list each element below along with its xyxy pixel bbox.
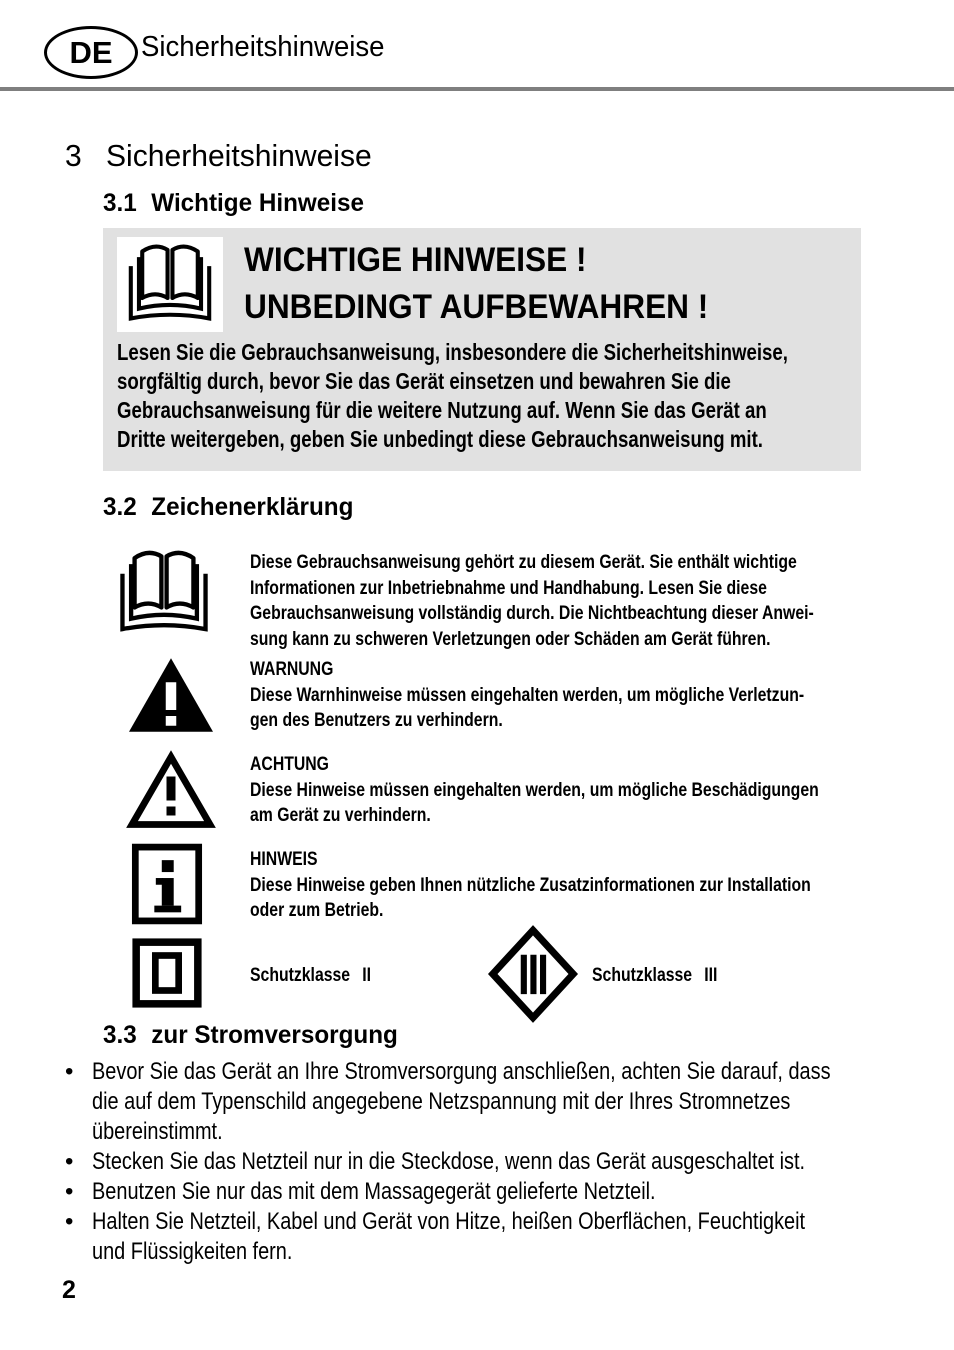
legend-warnung-text: [250, 657, 804, 734]
list-item: [65, 1177, 925, 1207]
warning-triangle-filled-icon: [126, 653, 216, 737]
label-value: II: [362, 964, 372, 986]
list-item-line: und Flüssigkeiten fern.: [92, 1238, 293, 1265]
bullet-marker: •: [65, 1148, 74, 1175]
legend-text-line: sung kann zu schweren Verletzungen oder Schäden am Gerät führen.: [250, 627, 771, 650]
protection-class-3-label: [592, 963, 717, 989]
legend-text-line: gen des Benutzers zu verhindern.: [250, 709, 503, 731]
label-text: Schutzklasse: [592, 964, 693, 986]
list-item: [65, 1147, 925, 1177]
section-title: Sicherheitshinweise: [105, 138, 372, 173]
section-heading: [65, 138, 372, 174]
list-item: [65, 1207, 925, 1267]
list-item-text: [92, 1207, 805, 1267]
header-divider: [0, 87, 954, 91]
open-book-icon: [112, 546, 216, 636]
protection-class-2-label: [250, 963, 371, 989]
subsection-number: 3.3: [103, 1021, 137, 1049]
notice-title-line: UNBEDINGT AUFBEWAHREN !: [244, 288, 709, 326]
legend-achtung-label: ACHTUNG: [250, 753, 329, 775]
list-item-text: [92, 1057, 831, 1147]
list-item-text: [92, 1177, 656, 1207]
notice-box-icon-panel: [117, 237, 223, 332]
warning-triangle-outline-icon: [126, 748, 216, 832]
notice-box-title: [244, 237, 708, 331]
bullet-marker: •: [65, 1178, 74, 1205]
legend-text-line: oder zum Betrieb.: [250, 899, 384, 921]
bullet-marker: •: [65, 1208, 74, 1235]
subsection-3-1-heading: [103, 189, 364, 218]
subsection-3-2-heading: [103, 493, 353, 522]
subsection-title: Wichtige Hinweise: [151, 189, 364, 217]
language-badge: [44, 26, 138, 79]
legend-text-line: am Gerät zu verhindern.: [250, 804, 431, 826]
legend-text-line: Diese Hinweise geben Ihnen nützliche Zusatzinformationen zur Installation: [250, 873, 811, 896]
open-book-icon: [121, 240, 219, 330]
subsection-number: 3.2: [103, 493, 137, 521]
legend-warnung-label: WARNUNG: [250, 658, 334, 680]
section-number: 3: [65, 138, 82, 173]
list-item: [65, 1057, 925, 1147]
protection-class-3-icon: [487, 925, 579, 1023]
notice-box-body: [117, 338, 788, 454]
info-square-icon: [131, 843, 203, 925]
legend-manual-text: [250, 550, 814, 652]
list-item-line: die auf dem Typenschild angegebene Netzspannung mit der Ihres Stromnetzes: [92, 1088, 791, 1115]
power-supply-bullet-list: [65, 1057, 925, 1267]
subsection-title: Zeichenerklärung: [151, 493, 354, 521]
bullet-marker: •: [65, 1058, 74, 1085]
list-item-line: Benutzen Sie nur das mit dem Massagegerät gelieferte Netzteil.: [92, 1178, 656, 1205]
legend-hinweis-text: [250, 847, 811, 924]
legend-text-line: Diese Warnhinweise müssen eingehalten werden, um mögliche Verletzun-: [250, 683, 805, 706]
subsection-number: 3.1: [103, 189, 137, 217]
list-item-line: Bevor Sie das Gerät an Ihre Stromversorgung anschließen, achten Sie darauf, dass: [92, 1058, 831, 1085]
list-item-line: Stecken Sie das Netzteil nur in die Steckdose, wenn das Gerät ausgeschaltet ist.: [92, 1148, 806, 1175]
notice-body-line: sorgfältig durch, bevor Sie das Gerät einsetzen und bewahren Sie die: [117, 368, 731, 394]
legend-achtung-text: [250, 752, 819, 829]
language-badge-text: DE: [69, 34, 113, 70]
subsection-3-3-heading: [103, 1021, 398, 1050]
protection-class-2-icon: [131, 938, 203, 1008]
list-item-text: [92, 1147, 805, 1177]
list-item-line: Halten Sie Netzteil, Kabel und Gerät von Hitze, heißen Oberflächen, Feuchtigkeit: [92, 1208, 806, 1235]
notice-title-line: WICHTIGE HINWEISE !: [244, 241, 587, 279]
page-number: 2: [62, 1276, 76, 1304]
legend-text-line: Diese Gebrauchsanweisung gehört zu diesem Gerät. Sie enthält wichtige: [250, 551, 797, 573]
legend-text-line: Diese Hinweise müssen eingehalten werden, um mögliche Beschädigungen: [250, 778, 819, 801]
legend-hinweis-label: HINWEIS: [250, 848, 318, 870]
list-item-line: übereinstimmt.: [92, 1118, 223, 1145]
important-notice-box: [103, 228, 861, 471]
legend-text-line: Informationen zur Inbetriebnahme und Handhabung. Lesen Sie diese: [250, 576, 767, 599]
legend-text-line: Gebrauchsanweisung vollständig durch. Die Nichtbeachtung dieser Anwei-: [250, 602, 814, 624]
notice-body-line: Gebrauchsanweisung für die weitere Nutzung auf. Wenn Sie das Gerät an: [117, 397, 767, 423]
label-value: III: [704, 964, 718, 986]
notice-body-line: Dritte weitergeben, geben Sie unbedingt diese Gebrauchsanweisung mit.: [117, 426, 763, 452]
notice-body-line: Lesen Sie die Gebrauchsanweisung, insbesondere die Sicherheitshinweise,: [117, 339, 788, 365]
label-text: Schutzklasse: [250, 964, 351, 986]
header-title: Sicherheitshinweise: [141, 31, 385, 63]
subsection-title: zur Stromversorgung: [151, 1021, 398, 1049]
